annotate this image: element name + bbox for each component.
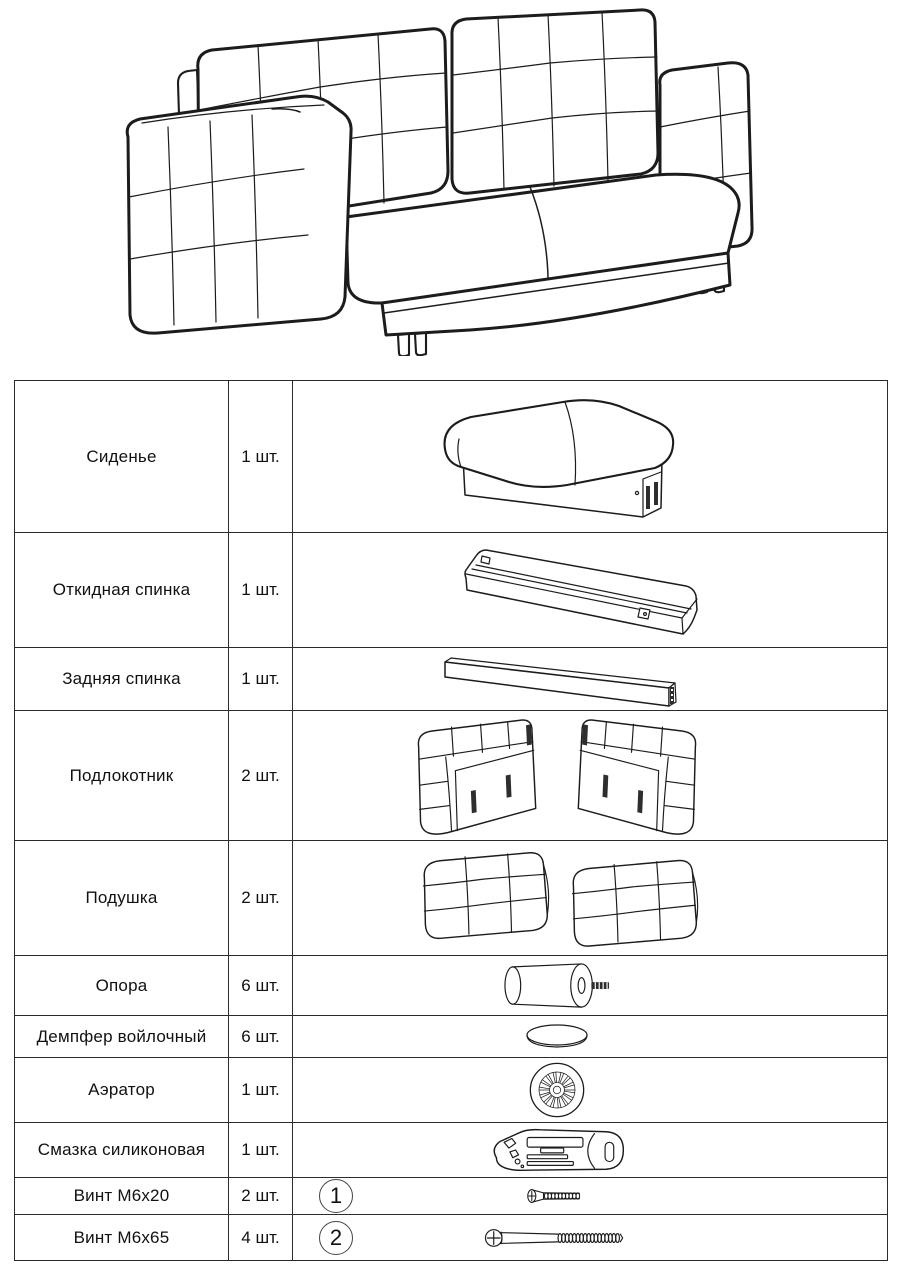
silicone-grease-drawing bbox=[482, 1125, 632, 1175]
part-name: Задняя спинка bbox=[15, 648, 229, 711]
leg-support-drawing bbox=[493, 959, 621, 1013]
table-row bbox=[15, 1215, 888, 1261]
part-qty: 4 шт. bbox=[229, 1215, 293, 1261]
part-qty: 2 шт. bbox=[229, 841, 293, 956]
part-name: Винт М6х20 bbox=[15, 1178, 229, 1215]
table-row bbox=[15, 956, 888, 1016]
cushion-pair-drawing bbox=[407, 847, 707, 949]
part-qty: 6 шт. bbox=[229, 1016, 293, 1058]
part-qty: 2 шт. bbox=[229, 711, 293, 841]
screw-m6x65-drawing bbox=[484, 1227, 630, 1249]
table-row bbox=[15, 533, 888, 648]
rear-backrest-drawing bbox=[407, 650, 707, 708]
armrest-pair-drawing bbox=[407, 715, 707, 837]
table-row bbox=[15, 1016, 888, 1058]
part-name: Винт М6х65 bbox=[15, 1215, 229, 1261]
part-name: Сиденье bbox=[15, 381, 229, 533]
screw-ref-badge: 2 bbox=[319, 1221, 353, 1255]
part-qty: 1 шт. bbox=[229, 381, 293, 533]
part-name: Откидная спинка bbox=[15, 533, 229, 648]
sofa-right-back-cushion bbox=[452, 10, 658, 193]
part-name: Подлокотник bbox=[15, 711, 229, 841]
sofa-left-arm bbox=[127, 96, 351, 333]
table-row bbox=[15, 381, 888, 533]
table-row bbox=[15, 1178, 888, 1215]
part-name: Аэратор bbox=[15, 1058, 229, 1123]
sofa-line-art bbox=[100, 4, 780, 356]
part-qty: 1 шт. bbox=[229, 1123, 293, 1178]
screw-ref-badge: 1 bbox=[319, 1179, 353, 1213]
table-row bbox=[15, 648, 888, 711]
part-name: Смазка силиконовая bbox=[15, 1123, 229, 1178]
part-qty: 1 шт. bbox=[229, 533, 293, 648]
felt-damper-drawing bbox=[512, 1021, 602, 1053]
part-name: Демпфер войлочный bbox=[15, 1016, 229, 1058]
parts-table bbox=[14, 380, 888, 1261]
part-qty: 6 шт. bbox=[229, 956, 293, 1016]
part-name: Опора bbox=[15, 956, 229, 1016]
part-qty: 1 шт. bbox=[229, 648, 293, 711]
table-row bbox=[15, 1123, 888, 1178]
part-qty: 1 шт. bbox=[229, 1058, 293, 1123]
seat-part-drawing bbox=[417, 393, 697, 521]
part-name: Подушка bbox=[15, 841, 229, 956]
part-qty: 2 шт. bbox=[229, 1178, 293, 1215]
table-row bbox=[15, 711, 888, 841]
folding-backrest-drawing bbox=[402, 538, 712, 642]
screw-m6x20-drawing bbox=[525, 1187, 589, 1205]
table-row bbox=[15, 1058, 888, 1123]
aerator-drawing bbox=[526, 1059, 588, 1121]
table-row bbox=[15, 841, 888, 956]
